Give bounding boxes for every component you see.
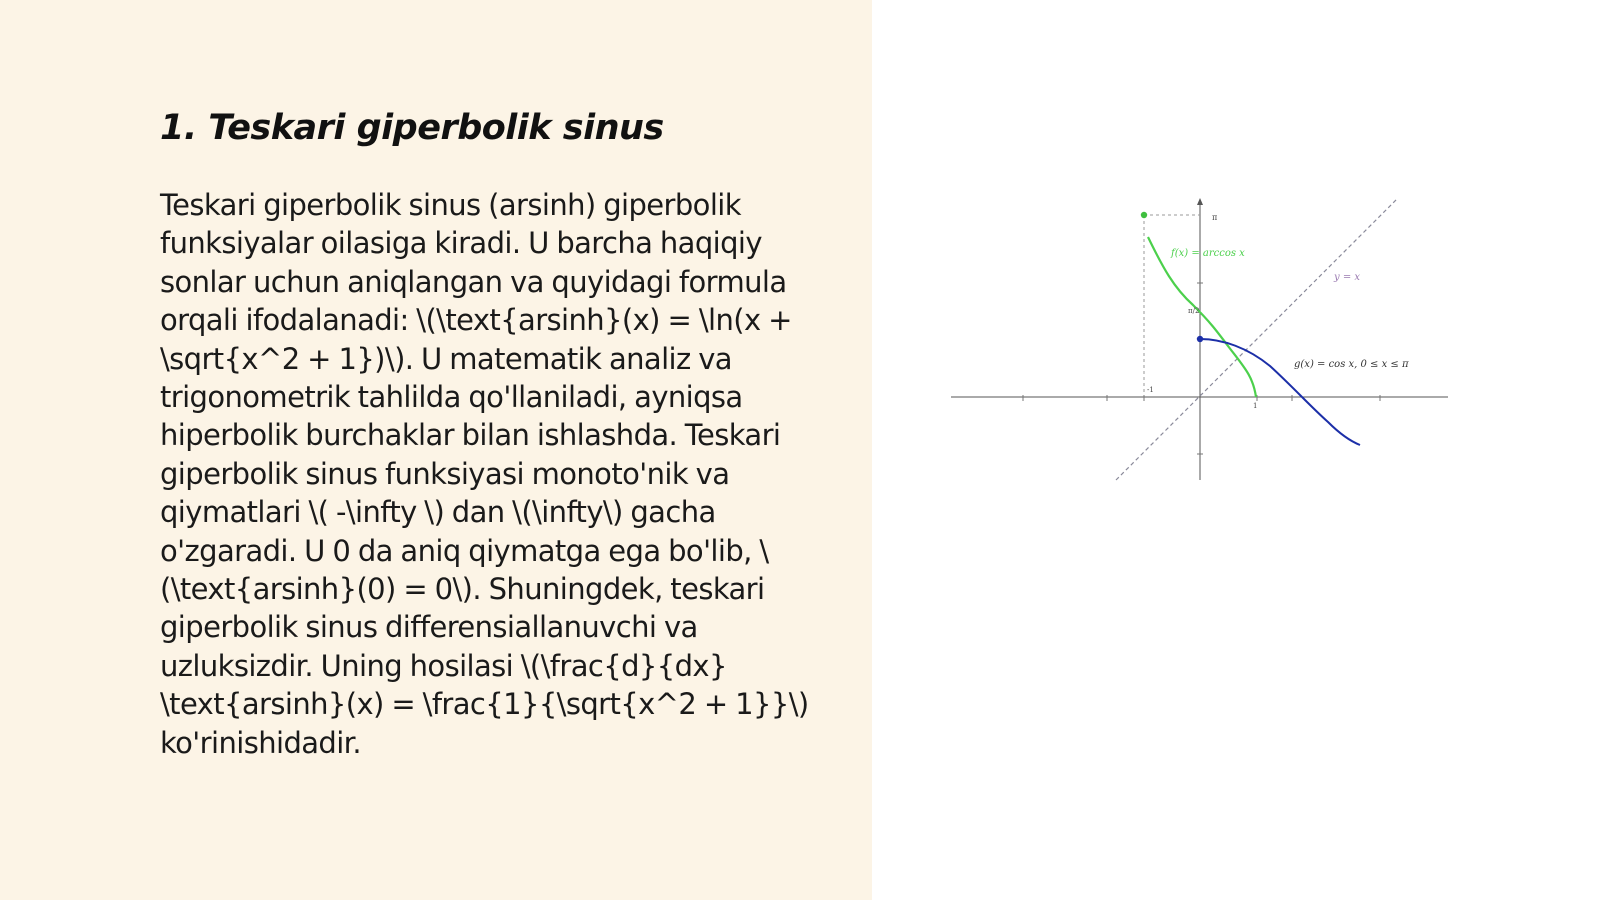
x-axis-ticks	[1023, 395, 1380, 401]
identity-line	[1116, 198, 1398, 480]
cos-startpoint	[1197, 336, 1203, 342]
label-pi-half: π/2	[1188, 307, 1200, 315]
graph-svg	[948, 196, 1451, 482]
y-axis-arrow-icon	[1197, 198, 1203, 205]
arccos-endpoint	[1141, 212, 1147, 218]
label-pi: π	[1212, 213, 1218, 222]
function-graph	[948, 196, 1451, 482]
arccos-curve	[1148, 237, 1256, 397]
label-cos: g(x) = cos x, 0 ≤ x ≤ π	[1294, 359, 1409, 370]
label-neg-one: -1	[1147, 386, 1154, 394]
label-one: 1	[1253, 402, 1258, 410]
label-identity: y = x	[1334, 272, 1361, 283]
label-arccos: f(x) = arccos x	[1171, 248, 1245, 259]
slide-body: Teskari giperbolik sinus (arsinh) giperbolik funksiyalar oilasiga kiradi. U barcha haqiqiy sonlar uchun aniqlangan va quyidagi formula orqali ifodalanadi: \(\text{arsinh}(x) = \ln(x + \sqrt{x^2 + 1})\). U matematik analiz va trigonometrik tahlilda qo'llaniladi, ayniqsa hiperbolik burchaklar bilan ishlashda. Teskari giperbolik sinus funksiyasi monoto'nik va qiymatlari \( -\infty \) dan \(\infty\) gacha o'zgaradi. U 0 da aniq qiymatga ega bo'lib, \(\text{arsinh}(0) = 0\). Shuningdek, teskari giperbolik sinus differensiallanuvchi va uzluksizdir. Uning hosilasi \(\frac{d}{dx} \text{arsinh}(x) = \frac{1}{\sqrt{x^2 + 1}}\) ko'rinishidadir.	[160, 188, 809, 760]
cos-curve	[1200, 339, 1360, 445]
slide-title: 1. Teskari giperbolik sinus	[160, 108, 664, 148]
